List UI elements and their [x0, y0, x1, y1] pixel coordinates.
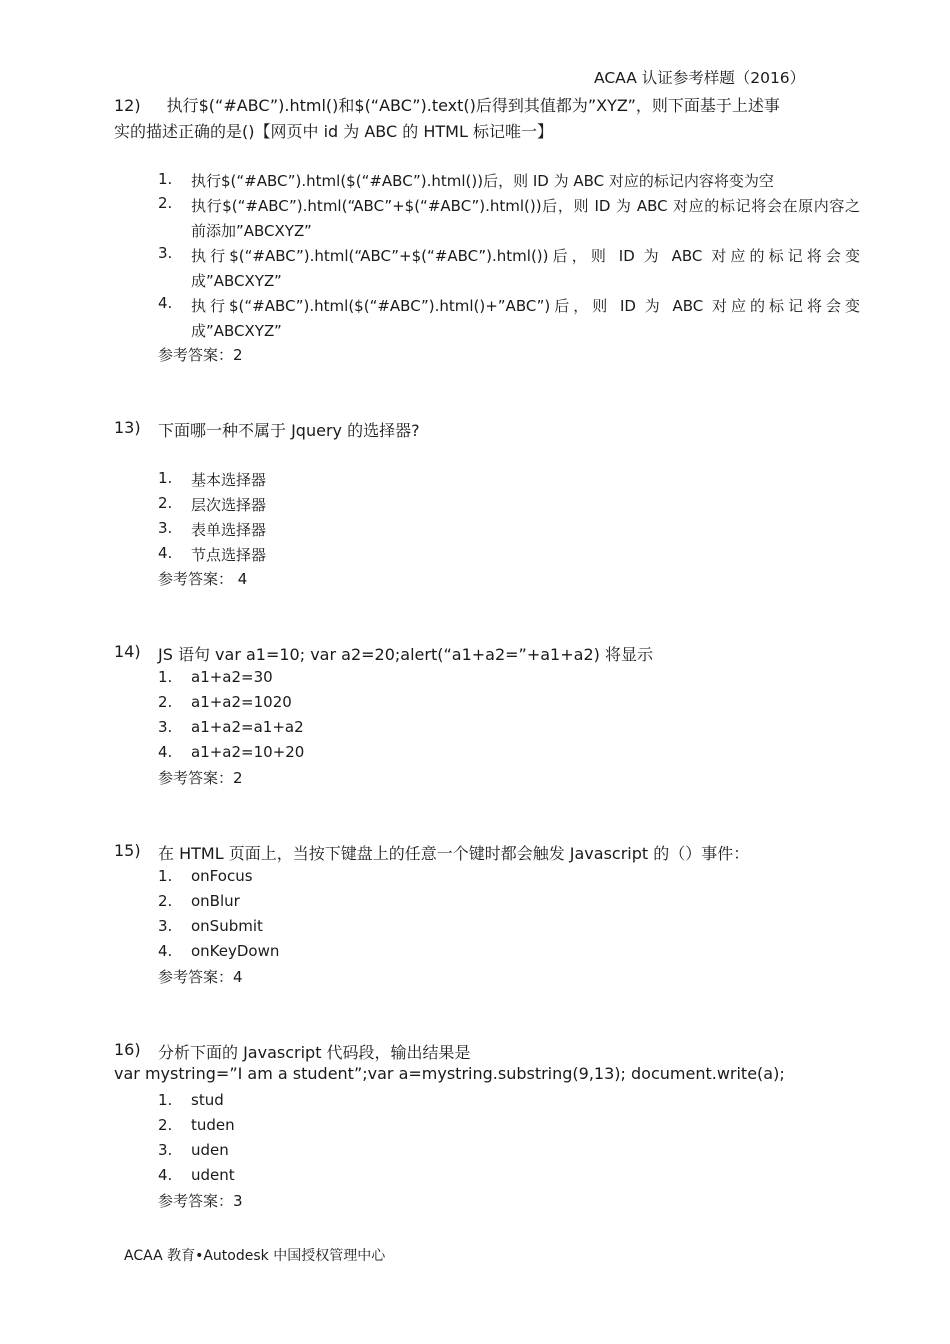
- question-text: 下面哪一种不属于 Jquery 的选择器?: [158, 421, 420, 440]
- option-text: a1+a2=a1+a2: [191, 718, 304, 736]
- question-12-line1: [114, 93, 860, 116]
- option-text: 执行$(“#ABC”).html(“ABC”+$(“#ABC”).html())后，则 ID 为 ABC 对应的标记将会变成”ABCXYZ”: [191, 247, 860, 290]
- option-number: 2.: [158, 494, 173, 512]
- option-text: stud: [191, 1091, 224, 1109]
- option-number: 4.: [158, 294, 173, 312]
- option-number: 2.: [158, 892, 173, 910]
- reference-answer: 参考答案：2: [158, 346, 243, 364]
- option-number: 1.: [158, 668, 173, 686]
- question-text: JS 语句 var a1=10; var a2=20;alert(“a1+a2=”+a1+a2) 将显示: [158, 645, 653, 664]
- option-number: 3.: [158, 1141, 173, 1159]
- option-text: 执行$(“#ABC”).html($(“#ABC”).html())后，则 ID 为 ABC 对应的标记内容将变为空: [191, 172, 774, 190]
- code-snippet: var mystring=”I am a student”;var a=mystring.substring(9,13); document.write(a);: [114, 1064, 785, 1083]
- option-text: udent: [191, 1166, 235, 1184]
- option-number: 3.: [158, 917, 173, 935]
- option-text: onSubmit: [191, 917, 263, 935]
- option-item: [158, 244, 860, 293]
- option-number: 3.: [158, 519, 173, 537]
- option-item: [158, 194, 860, 243]
- option-number: 3.: [158, 244, 173, 262]
- question-number: 13): [114, 418, 141, 437]
- question-12-line2: 实的描述正确的是()【网页中 id 为 ABC 的 HTML 标记唯一】: [114, 122, 553, 141]
- option-text: 层次选择器: [191, 496, 267, 514]
- reference-answer: 参考答案：3: [158, 1192, 243, 1210]
- option-number: 2.: [158, 194, 173, 212]
- option-text: 基本选择器: [191, 471, 267, 489]
- option-text: 执行$(“#ABC”).html(“ABC”+$(“#ABC”).html())后，则 ID 为 ABC 对应的标记将会在原内容之前添加”ABCXYZ”: [191, 197, 860, 240]
- option-text: a1+a2=30: [191, 668, 273, 686]
- option-text: onKeyDown: [191, 942, 280, 960]
- option-text: uden: [191, 1141, 229, 1159]
- option-number: 1.: [158, 469, 173, 487]
- option-number: 4.: [158, 743, 173, 761]
- option-number: 2.: [158, 693, 173, 711]
- reference-answer: 参考答案： 4: [158, 570, 248, 588]
- option-number: 4.: [158, 1166, 173, 1184]
- option-number: 1.: [158, 867, 173, 885]
- page-header: ACAA 认证参考样题（2016）: [594, 69, 806, 87]
- option-text: onBlur: [191, 892, 240, 910]
- option-number: 4.: [158, 942, 173, 960]
- option-item: [158, 294, 860, 343]
- option-number: 1.: [158, 170, 173, 188]
- reference-answer: 参考答案：4: [158, 968, 243, 986]
- question-text: 执行$(“#ABC”).html()和$(“ABC”).text()后得到其值都为”XYZ”，则下面基于上述事: [166, 96, 780, 115]
- question-text: 在 HTML 页面上，当按下键盘上的任意一个键时都会触发 Javascript 的（）事件：: [158, 844, 750, 863]
- option-text: a1+a2=10+20: [191, 743, 305, 761]
- option-text: 执行$(“#ABC”).html($(“#ABC”).html()+”ABC”)后，则 ID 为 ABC 对应的标记将会变成”ABCXYZ”: [191, 297, 860, 340]
- question-number: 15): [114, 841, 141, 860]
- question-text: 分析下面的 Javascript 代码段，输出结果是: [158, 1043, 471, 1062]
- option-number: 1.: [158, 1091, 173, 1109]
- option-number: 2.: [158, 1116, 173, 1134]
- option-number: 3.: [158, 718, 173, 736]
- option-text: a1+a2=1020: [191, 693, 292, 711]
- reference-answer: 参考答案：2: [158, 769, 243, 787]
- option-text: onFocus: [191, 867, 253, 885]
- page-footer: ACAA 教育•Autodesk 中国授权管理中心: [124, 1248, 386, 1264]
- question-number: 16): [114, 1040, 141, 1059]
- option-text: tuden: [191, 1116, 235, 1134]
- question-number: 12): [114, 96, 141, 115]
- option-number: 4.: [158, 544, 173, 562]
- option-text: 节点选择器: [191, 546, 267, 564]
- question-number: 14): [114, 642, 141, 661]
- option-text: 表单选择器: [191, 521, 267, 539]
